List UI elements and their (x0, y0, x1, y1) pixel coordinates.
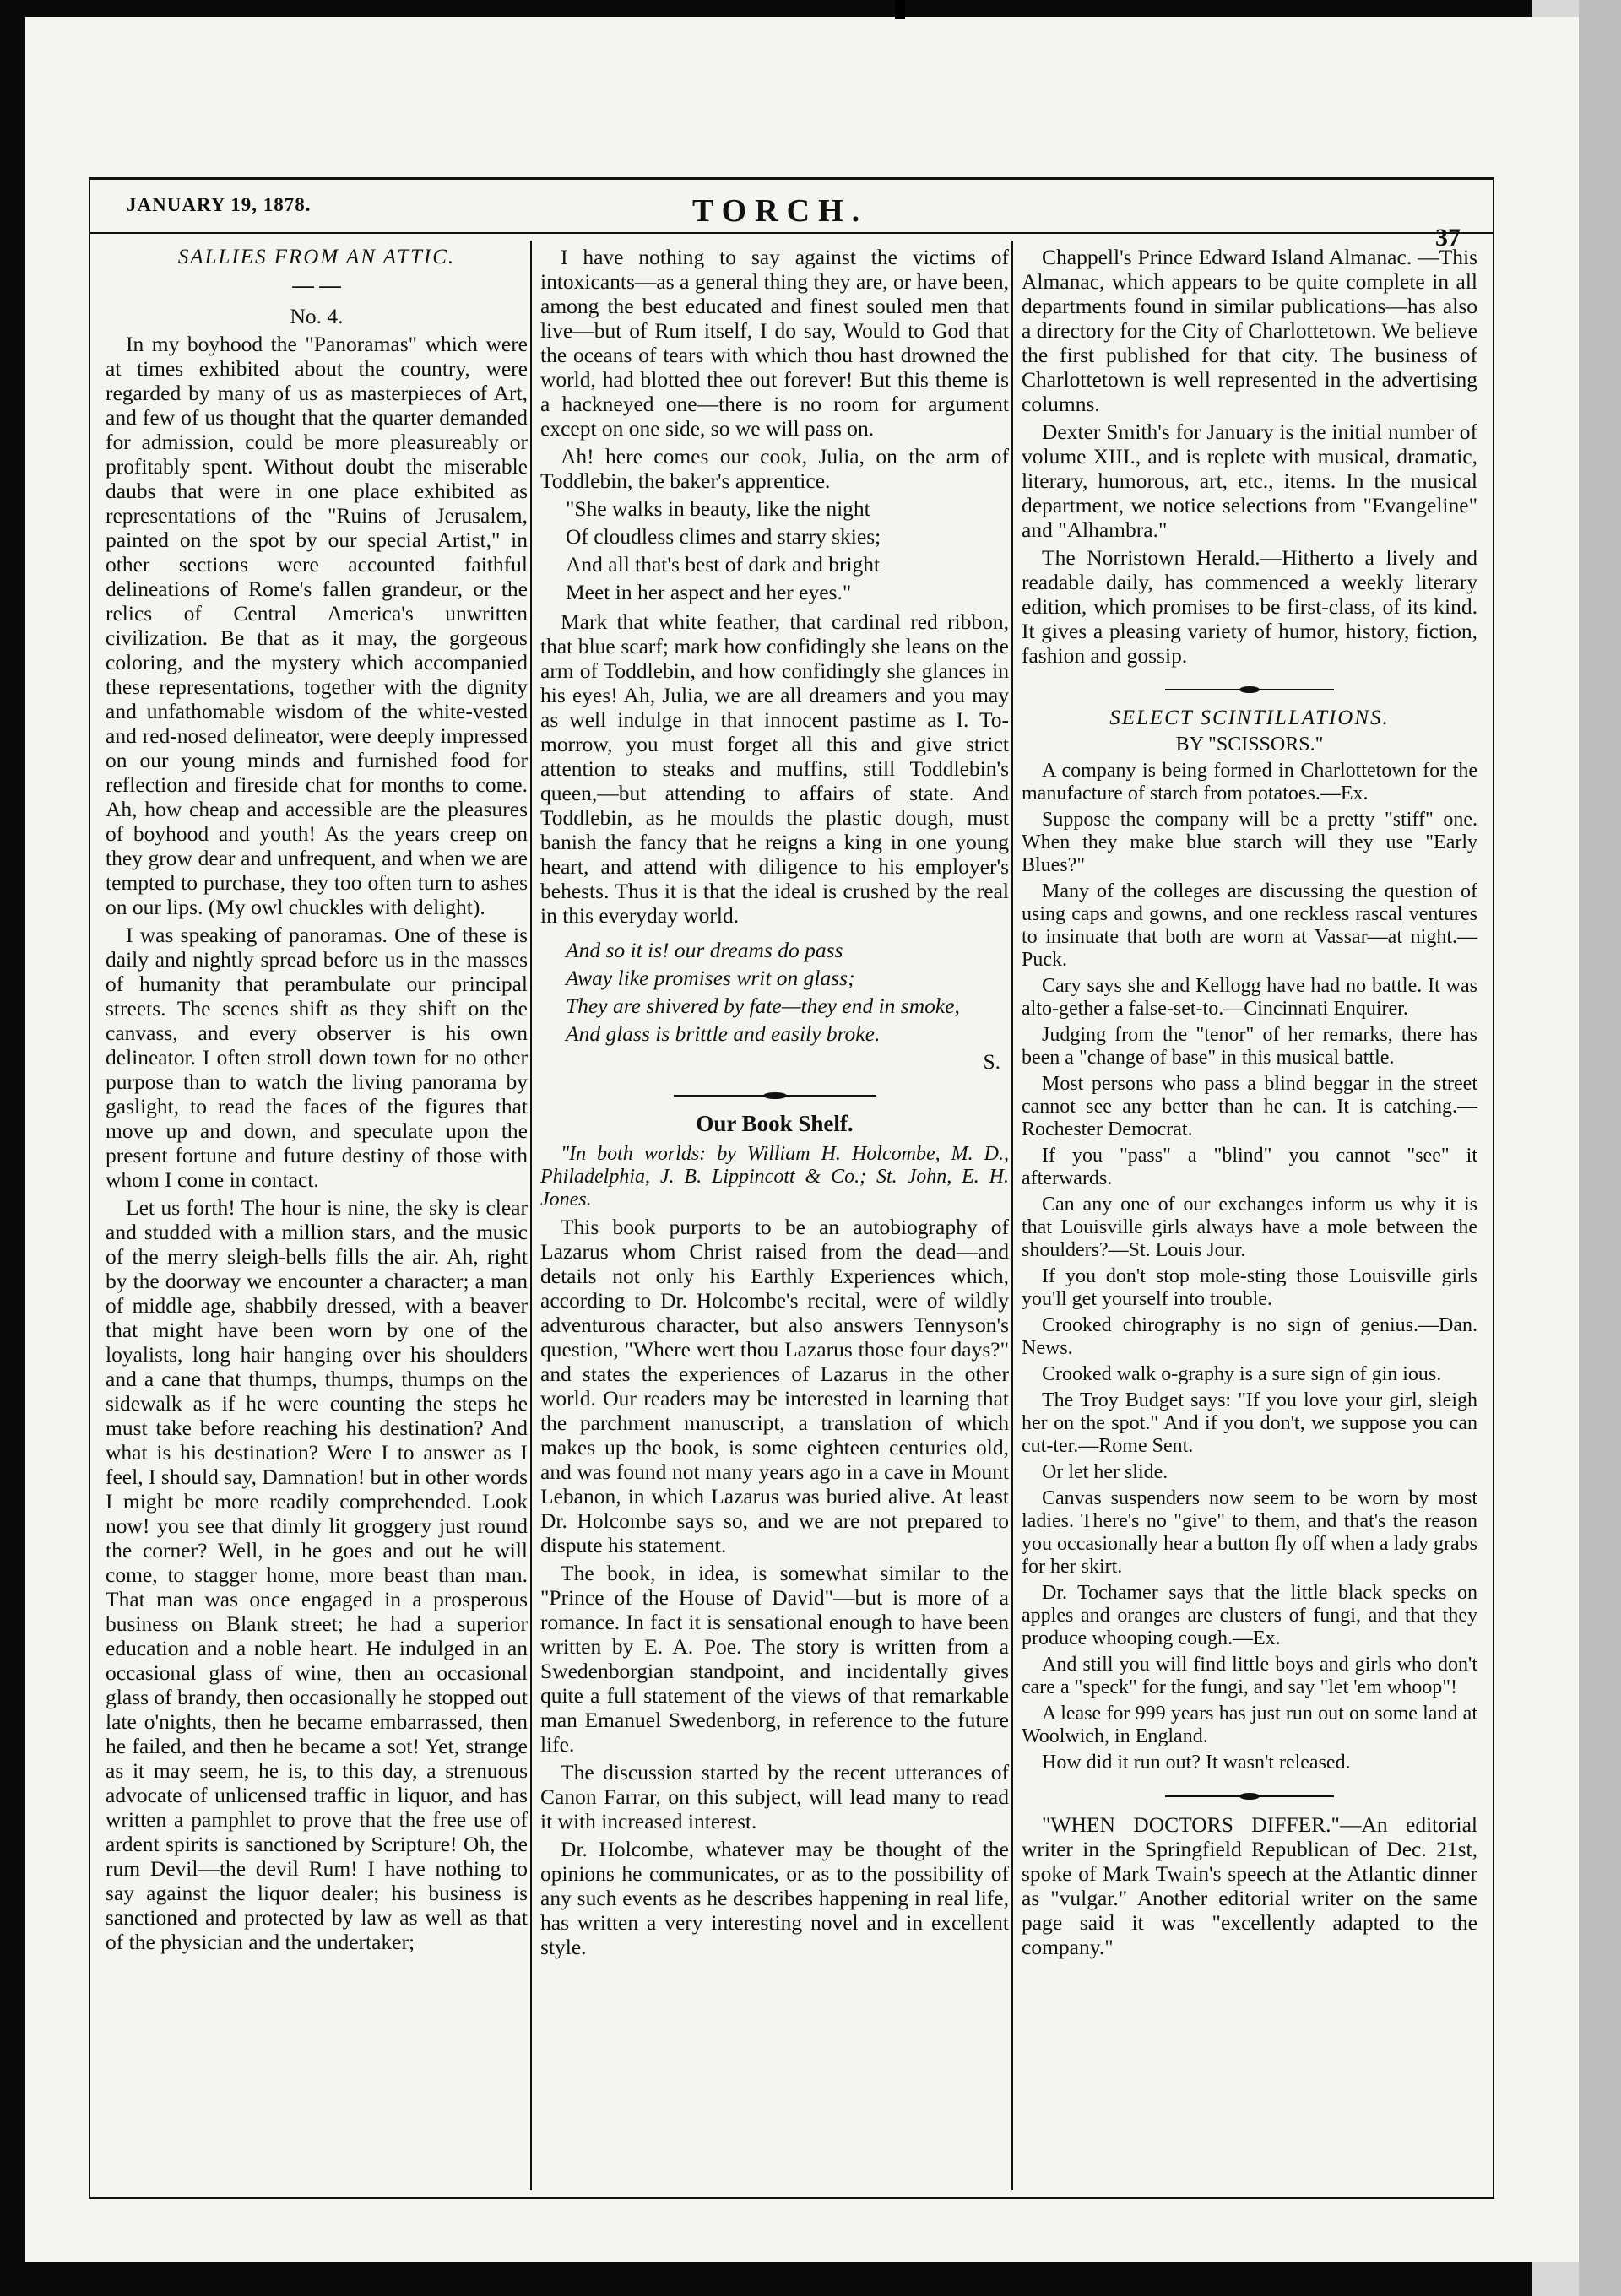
ornamental-divider (540, 1080, 1009, 1105)
scintillation-item: Cary says she and Kellogg have had no battle. It was alto-gether a false-set-to.—Cincinnati Enquirer. (1022, 975, 1477, 1020)
review-paragraph: The Norristown Herald.—Hitherto a lively and readable daily, has commenced a weekly literary edition, which promises to be first-class, of its kind. It gives a pleasing variety of humor, history, fiction, fashion and gossip. (1022, 545, 1477, 668)
scintillation-item: And still you will find little boys and girls who don't care a "speck" for the fungi, and say "let 'em whoop"! (1022, 1654, 1477, 1698)
scintillation-item: Can any one of our exchanges inform us why it is that Louisville girls always have a mole between the shoulders?—St. Louis Jour. (1022, 1194, 1477, 1261)
column-rule-1 (530, 241, 532, 2190)
bookshelf-title: Our Book Shelf. (696, 1111, 854, 1136)
sallies-paragraph: Let us forth! The hour is nine, the sky is clear and studded with a million stars, and the music of the merry sleigh-bells fills the air. Ah, right by the doorway we encounter a character; a man of middle age, shabbily dressed, with a beaver that might have been worn by one of the loyalists, long hair hanging over his shoulders and a cane that thumps, thumps, thumps on the sidewalk as if he were counting the steps he must take before reaching his destination? And what is his destination? Were I to answer as I feel, I should say, Damnation! but in other words I might be more readily comprehended. Look now! you see that dimly lit groggery just round the corner? Well, in he goes and out he will come, to stagger home, more beast than man. That man was once engaged in a prosperous business on Blank street; he had a superior education and a noble heart. He indulged in an occasional glass of wine, then an occasional glass of brandy, then occasionally he stopped out late o'nights, then he became embarrassed, then he failed, and then he became a sot! Yet, strange as it may seem, he is, to this day, a strenuous advocate of unlicensed traffic in liquor, and has written a pamphlet to prove that the free use of ardent spirits is sanctioned by Scripture! Oh, the rum Devil—the devil Rum! I have nothing to say against the liquor dealer; his business is sanctioned and protected by law as well as that of the physician and the undertaker; (106, 1195, 528, 1954)
scintillation-item: A company is being formed in Charlottetown for the manufacture of starch from potatoes.—Ex. (1022, 760, 1477, 804)
poem-line: And so it is! our dreams do pass (566, 938, 843, 962)
border-left (89, 177, 90, 2199)
scintillation-item: If you don't stop mole-sting those Louisville girls you'll get yourself into trouble. (1022, 1265, 1477, 1310)
scintillation-item: Canvas suspenders now seem to be worn by most ladies. There's no "give" to them, and that's the reason you occasionally hear a button fly off when a lady grabs for her skirt. (1022, 1487, 1477, 1578)
quote-line: Of cloudless climes and starry skies; (566, 524, 881, 549)
scintillation-item: Judging from the "tenor" of her remarks, there has been a "change of base" in this musical battle. (1022, 1024, 1477, 1069)
column-rule-2 (1011, 241, 1013, 2190)
bookshelf-paragraph: This book purports to be an autobiography of Lazarus whom Christ raised from the dead—and details not only his Earthly Experiences which, according to Dr. Holcombe's recital, were of wildly adventurous character, but also answers Tennyson's question, "Where wert thou Lazarus those four days?" and states the experiences of Lazarus in the other world. Our readers may be interested in learning that the parchment manuscript, a translation of which makes up the book, is some eighteen centuries old, and was found not many years ago in a cave in Mount Lebanon, in which Lazarus was buried alive. At least Dr. Holcombe says so, and we are not prepared to dispute his statement. (540, 1215, 1009, 1557)
quote-line: And all that's best of dark and bright (566, 552, 881, 577)
scintillation-item: Dr. Tochamer says that the little black specks on apples and oranges are clusters of fungi, and that they produce whooping cough.—Ex. (1022, 1582, 1477, 1649)
background-right-edge (1579, 0, 1621, 2296)
sallies-paragraph: In my boyhood the "Panoramas" which were at times exhibited about the country, were regarded by many of us as masterpieces of Art, and few of us thought that the quarter demanded for admission, could be more pleasureably or profitably spent. Without doubt the miserable daubs that were in one place exhibited as representations of the "Ruins of Jerusalem, painted on the spot by our special Artist," in other sections were accounted faithful delineations of Rome's fallen grandeur, or the relics of Central America's unwritten civilization. Be that as it may, the gorgeous coloring, and the mystery which accompanied these representations, together with the dignity and unfathomable wisdom of the white-vested and red-nosed delineator, were deeply impressed on our young minds and furnished food for reflection and fireside chat for months to come. Ah, how cheap and accessible are the pleasures of boyhood and youth! As the years creep on they grow dear and unfrequent, and when we are tempted to purchase, they too often turn to ashes on our lips. (My owl chuckles with delight). (106, 332, 528, 919)
masthead-title: TORCH. (692, 193, 869, 229)
header-rule-lower (89, 232, 1494, 234)
review-paragraph: Chappell's Prince Edward Island Almanac. —This Almanac, which appears to be quite complete in all departments found in similar publications—has also a directory for the City of Charlottetown. We believe the first published for that city. The business of Charlottetown is well represented in the advertising columns. (1022, 245, 1477, 416)
scintillations-list (1022, 760, 1477, 1774)
scintillation-item: Suppose the company will be a pretty "stiff" one. When they make blue starch will they use "Early Blues?" (1022, 809, 1477, 876)
sallies-continued-paragraph: I have nothing to say against the victims of intoxicants—as a general thing they are, or have been, among the best educated and finest souled men that live—but of Rum itself, I do say, Would to God that the oceans of tears with which thou hast drowned the world, had blotted thee out forever! But this theme is a hackneyed one—there is no room for argument except on one side, so we will pass on. (540, 245, 1009, 441)
scintillation-item: How did it run out? It wasn't released. (1042, 1752, 1351, 1773)
quote-line: "She walks in beauty, like the night (566, 496, 870, 521)
bookshelf-paragraph: Dr. Holcombe, whatever may be thought of the opinions he communicates, or as to the possibility of any such events as he describes happening in real life, has written a very interesting novel and in excellent style. (540, 1837, 1009, 1959)
scintillations-title: SELECT SCINTILLATIONS. (1109, 707, 1390, 729)
signature: S. (983, 1049, 1000, 1074)
column-2 (540, 245, 1009, 1963)
header-rule (89, 177, 1494, 180)
column-3 (1022, 245, 1477, 1963)
article-number: No. 4. (290, 304, 344, 328)
page-number: 37 (1435, 224, 1461, 252)
quote-line: Meet in her aspect and her eyes." (566, 580, 852, 604)
bookshelf-paragraph: The discussion started by the recent utterances of Canon Farrar, on this subject, will lead many to read it with increased interest. (540, 1760, 1009, 1833)
scintillation-item: Crooked walk o-graphy is a sure sign of gin ious. (1042, 1363, 1442, 1385)
top-mark (895, 0, 905, 19)
border-right (1493, 177, 1494, 2199)
scintillations-byline: BY "SCISSORS." (1175, 734, 1324, 755)
scintillation-item: If you "pass" a "blind" you cannot "see" it afterwards. (1022, 1145, 1477, 1189)
scintillation-item: Crooked chirography is no sign of genius.—Dan. News. (1022, 1314, 1477, 1359)
article-title-sallies: SALLIES FROM AN ATTIC. (177, 246, 456, 268)
review-paragraph: Dexter Smith's for January is the initial number of volume XIII., and is replete with musical, dramatic, literary, humorous, art, etc., items. In the musical department, we notice selections from "Evangeline" and "Alhambra." (1022, 420, 1477, 542)
sallies-continued-paragraph: Mark that white feather, that cardinal red ribbon, that blue scarf; mark how confidingly she leans on the arm of Toddlebin, and how confidingly she glances in his eyes! Ah, Julia, we are all dreamers and you may as well indulge in that innocent pastime as I. To-morrow, you must forget all this and give strict attention to steaks and muffins, still Toddlebin's queen,—but attending to affairs of state. And Toddlebin, as he moulds the plastic dough, must banish the fancy that he reigns a king in one young heart, and attend with diligence to his employer's behests. Thus it is that the ideal is crushed by the real in this everyday world. (540, 609, 1009, 928)
scintillation-item: Many of the colleges are discussing the question of using caps and gowns, and one reckless rascal ventures to insinuate that both are worn at Vassar—at night.—Puck. (1022, 880, 1477, 971)
bookshelf-citation: "In both worlds: by William H. Holcombe, M. D., Philadelphia, J. B. Lippincott & Co.; St. John, E. H. Jones. (540, 1143, 1009, 1210)
poem-line: And glass is brittle and easily broke. (566, 1021, 881, 1046)
scintillation-item: The Troy Budget says: "If you love your girl, sleigh her on the spot." And if you don't, we suppose you can cut-ter.—Rome Sent. (1022, 1389, 1477, 1457)
scintillation-item: Or let her slide. (1042, 1461, 1168, 1483)
border-bottom (89, 2197, 1494, 2199)
bookshelf-paragraph: The book, in idea, is somewhat similar to the "Prince of the House of David"—but is more of a romance. In fact it is sensational enough to have been written by E. A. Poe. The story is written from a Swedenborgian standpoint, and incidentally gives quite a full statement of the views of that remarkable man Emanuel Swedenborg, in reference to the future life. (540, 1561, 1009, 1757)
scintillation-item: Most persons who pass a blind beggar in the street cannot see any better than he can. It is catching.—Rochester Democrat. (1022, 1073, 1477, 1140)
poem-line: Away like promises writ on glass; (566, 966, 855, 990)
scintillation-item: A lease for 999 years has just run out on some land at Woolwich, in England. (1022, 1703, 1477, 1747)
poem-line: They are shivered by fate—they end in smoke, (566, 994, 960, 1018)
ornamental-divider (1022, 1781, 1477, 1806)
issue-date: JANUARY 19, 1878. (127, 194, 312, 215)
ornamental-divider (1022, 674, 1477, 699)
title-dash: — — (292, 273, 341, 297)
sallies-paragraph: I was speaking of panoramas. One of these is daily and nightly spread before us in the masses of humanity that perambulate our principal streets. The scenes shift as they shift on the canvass, and every observer is his own delineator. I often stroll down town for no other purpose than to watch the living panorama by gaslight, to read the faces of the figures that move up and down, and speculate upon the present fortune and future destiny of those with whom I come in contact. (106, 923, 528, 1192)
sallies-continued-paragraph: Ah! here comes our cook, Julia, on the arm of Toddlebin, the baker's apprentice. (540, 444, 1009, 493)
doctors-differ-paragraph: "WHEN DOCTORS DIFFER."—An editorial writer in the Springfield Republican of Dec. 21st, spoke of Mark Twain's speech at the Atlantic dinner as "vulgar." Another editorial writer on the same page said it was "excellently adapted to the company." (1022, 1812, 1477, 1959)
column-1 (106, 245, 528, 1958)
